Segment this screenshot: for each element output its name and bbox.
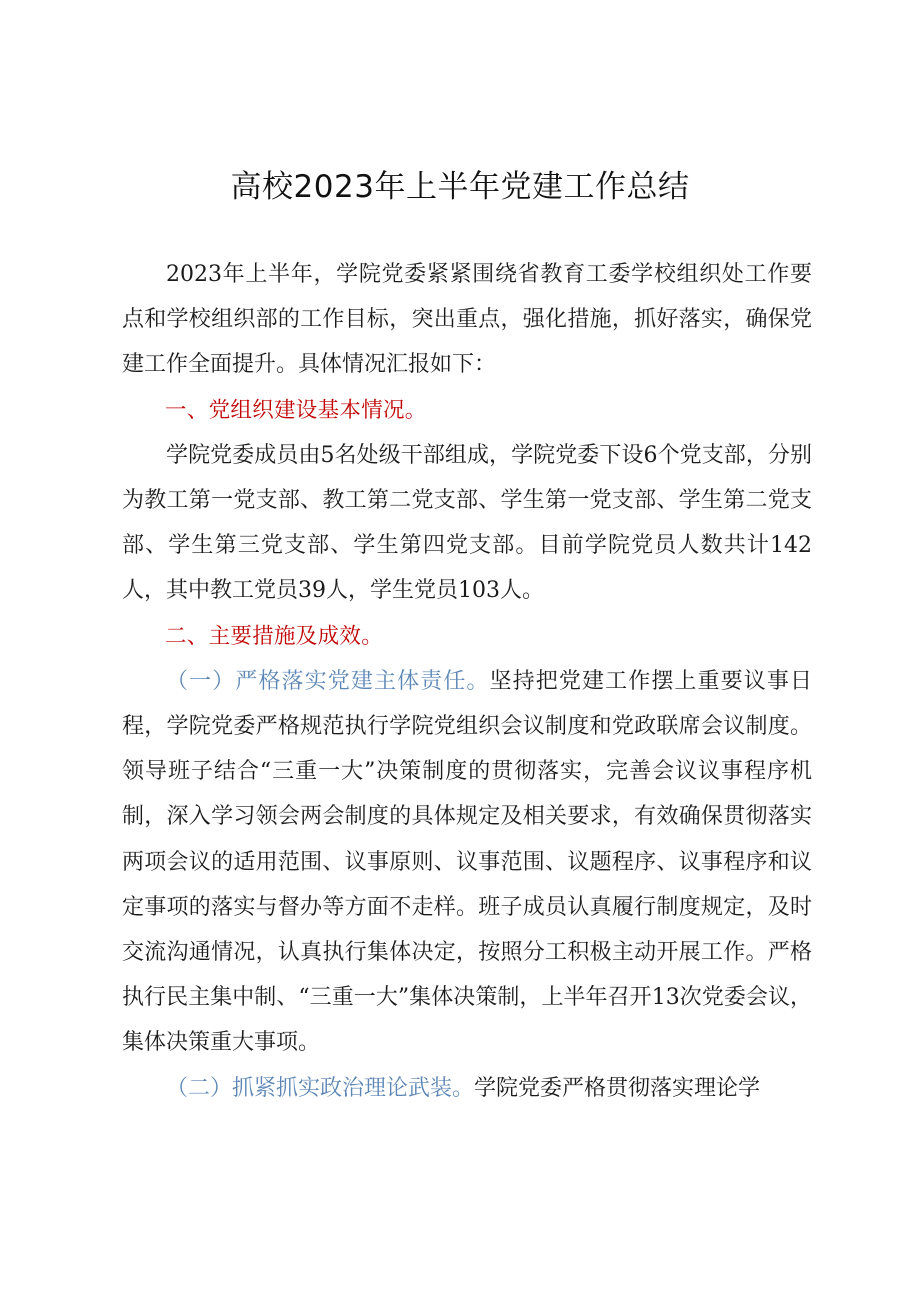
section-1-paragraph: 学院党委成员由5名处级干部组成，学院党委下设6个党支部，分别为教工第一党支部、教工第二党支部、学生第一党支部、学生第二党支部、学生第三党支部、学生第四党支部。目前学院党员人数共计142人，其中教工党员39人，学生党员103人。	[122, 442, 812, 604]
item-2-paragraph	[122, 1066, 812, 1111]
section-heading-2: 二、主要措施及成效。	[165, 623, 384, 649]
item-2-body: 学院党委严格贯彻落实理论学	[474, 1075, 761, 1101]
item-1-body: 坚持把党建工作摆上重要议事日程，学院党委严格规范执行学院党组织会议制度和党政联席会议制度。领导班子结合“三重一大”决策制度的贯彻落实，完善会议议事程序机制，深入学习领会两会制度的具体规定及相关要求，有效确保贯彻落实两项会议的适用范围、议事原则、议事范围、议题程序、议事程序和议定事项的落实与督办等方面不走样。班子成员认真履行制度规定，及时交流沟通情况，认真执行集体决定，按照分工积极主动开展工作。严格执行民主集中制、“三重一大”集体决策制，上半年召开13次党委会议，集体决策重大事项。	[122, 668, 812, 1056]
document-body	[122, 252, 812, 1111]
intro-paragraph: 2023年上半年，学院党委紧紧围绕省教育工委学校组织处工作要点和学校组织部的工作目标，突出重点，强化措施，抓好落实，确保党建工作全面提升。具体情况汇报如下：	[122, 262, 812, 378]
section-heading-1: 一、党组织建设基本情况。	[165, 397, 427, 423]
item-1-heading: （一）严格落实党建主体责任。	[166, 668, 490, 694]
item-2-heading: （二）抓紧抓实政治理论武装。	[166, 1075, 475, 1101]
document-title: 高校2023年上半年党建工作总结	[230, 169, 690, 205]
item-1-paragraph	[122, 659, 812, 1066]
